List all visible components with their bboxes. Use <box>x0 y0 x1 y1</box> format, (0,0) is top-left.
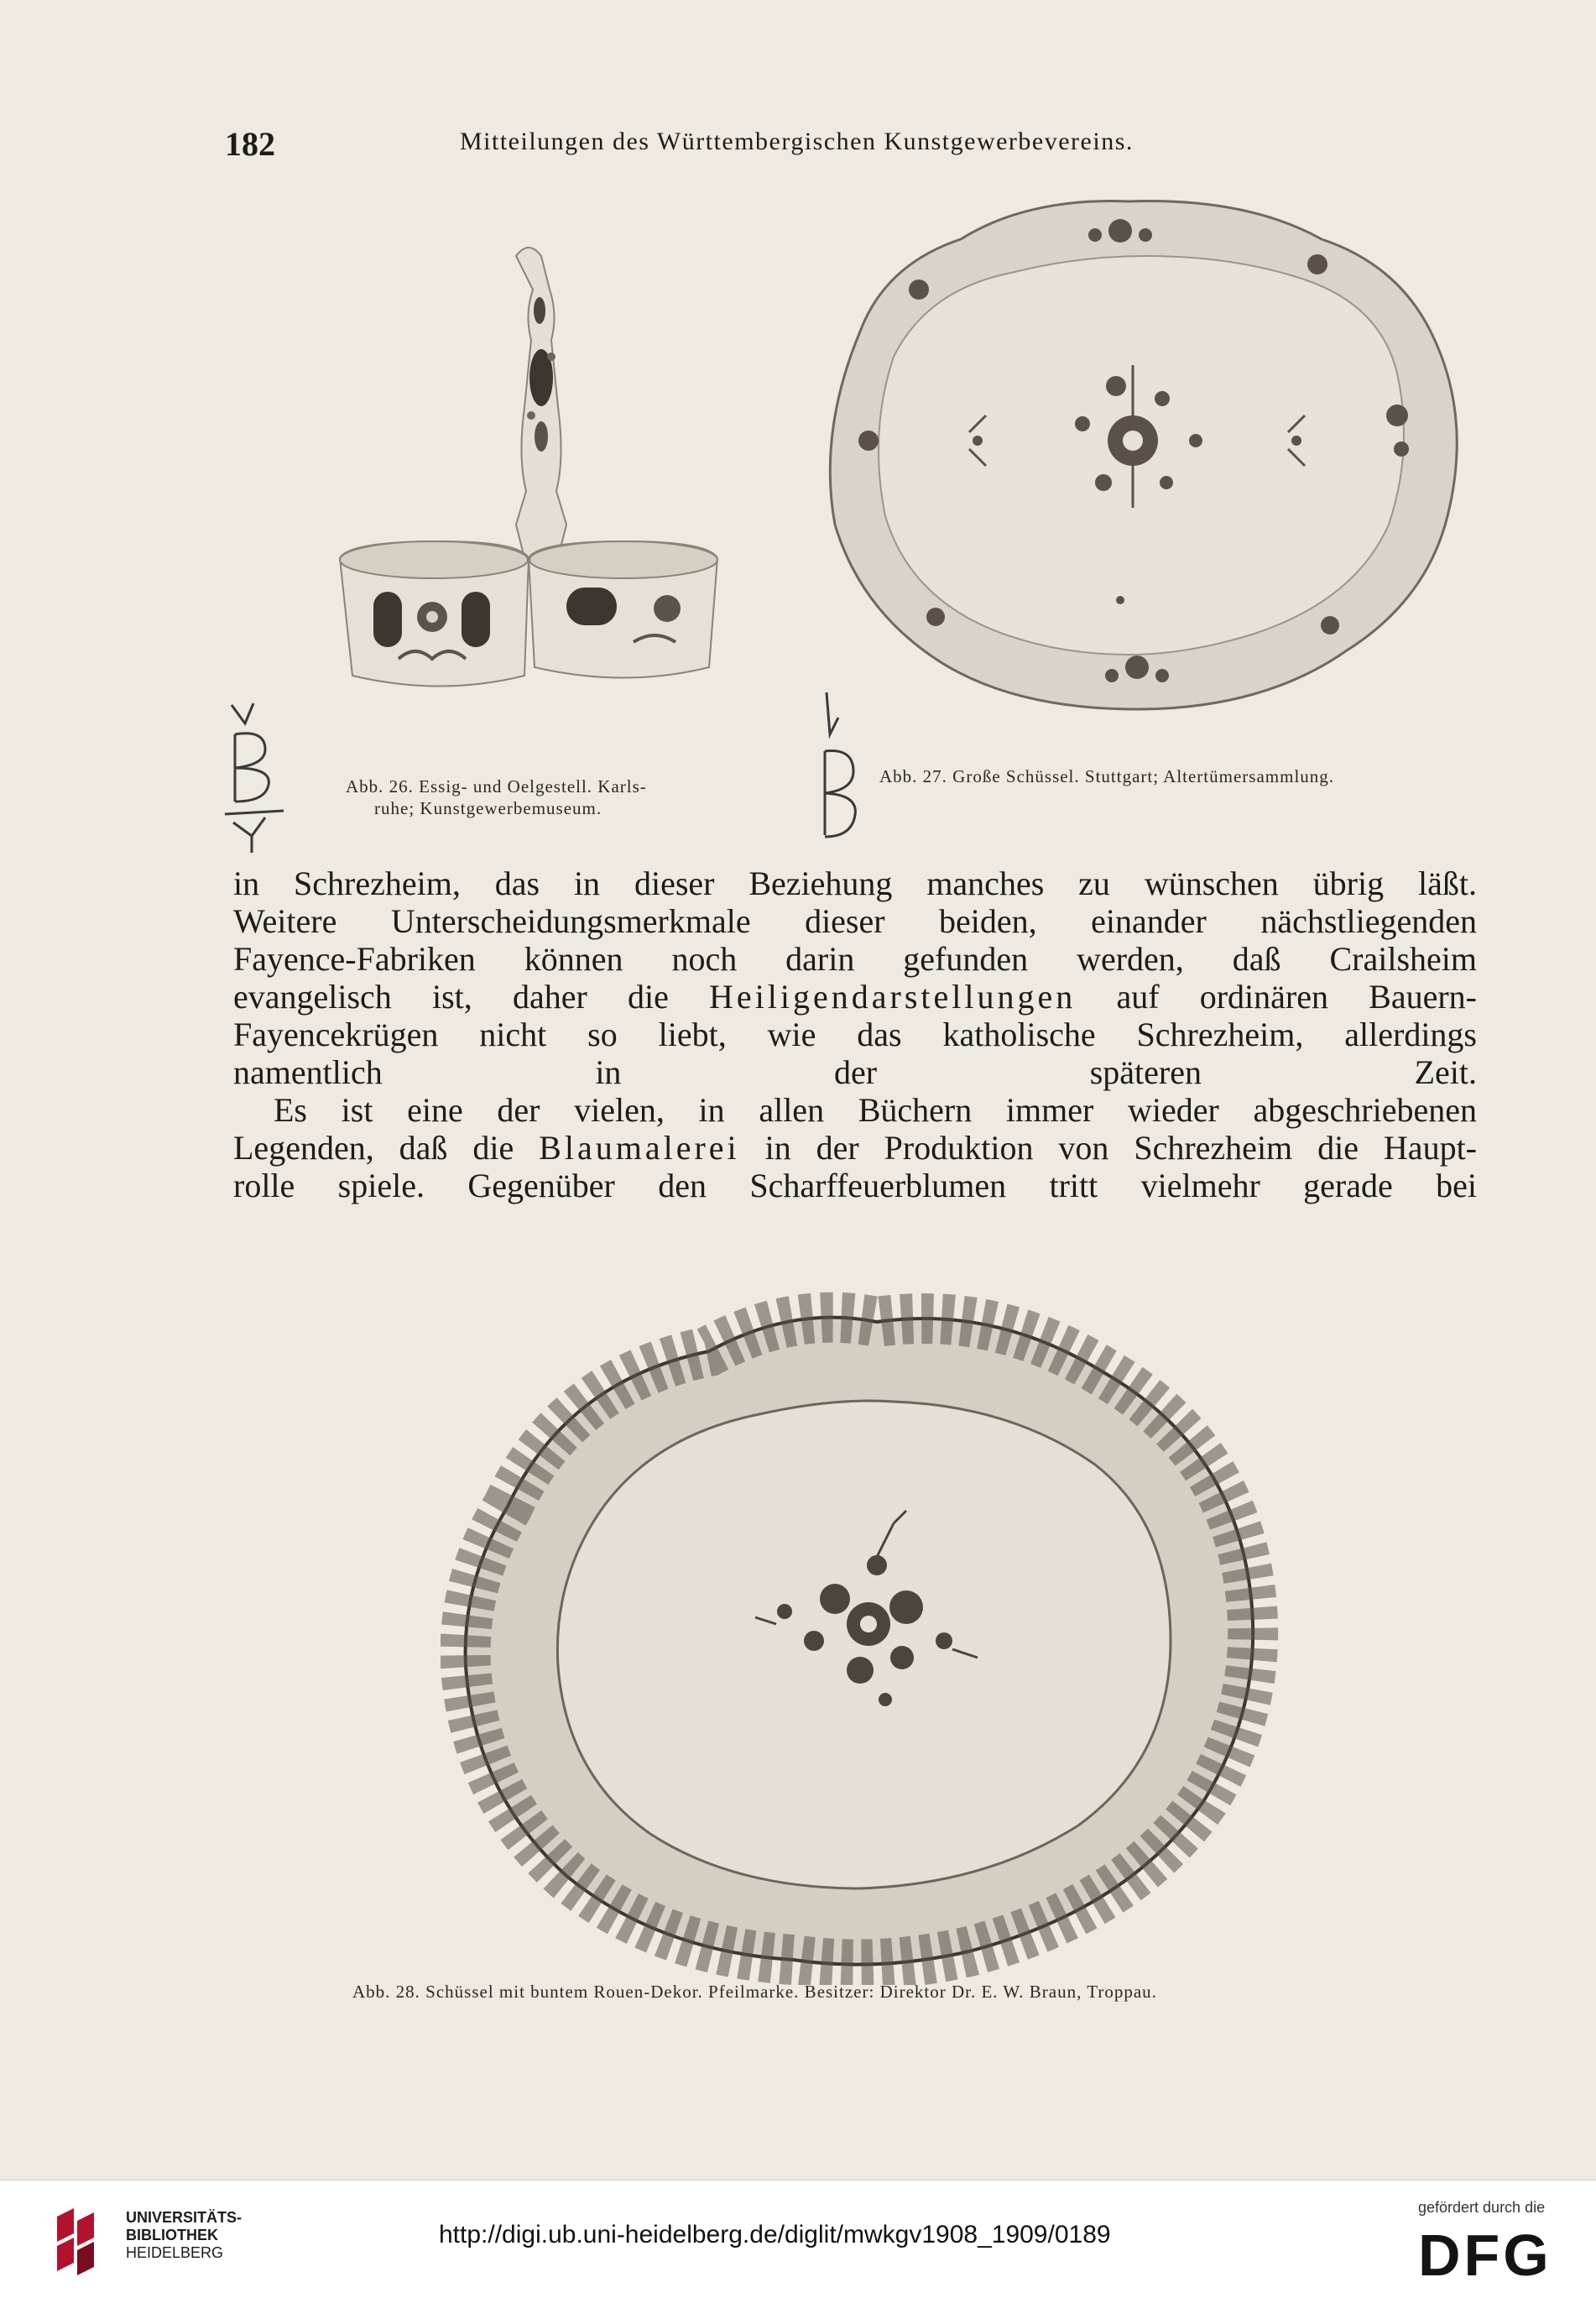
dfg-logo: DFG <box>1418 2222 1552 2288</box>
library-name-line1: UNIVERSITÄTS- <box>126 2209 243 2226</box>
page-number: 182 <box>225 125 275 163</box>
emphasized-term: Blaumalerei <box>539 1129 740 1167</box>
figure-26-caption <box>346 776 740 819</box>
body-text <box>233 864 1477 1204</box>
emphasized-term: Heiligendarstellungen <box>709 978 1077 1016</box>
text-segment: in der Produktion von Schrezheim die Haupt- <box>739 1129 1477 1167</box>
figure-28-rouen-dish <box>441 1288 1280 1985</box>
paragraph-1 <box>233 864 1477 1091</box>
text-line: in Schrezheim, das in dieser Beziehung manches zu wünschen übrig läßt. <box>233 864 1477 902</box>
digital-object-url[interactable]: http://digi.ub.uni-heidelberg.de/diglit/mwkgv1908_1909/0189 <box>439 2221 1111 2248</box>
footer-band <box>0 2180 1596 2298</box>
pencil-mark-right <box>801 684 868 852</box>
figure-26-cruet-stand <box>315 239 751 709</box>
paragraph-2 <box>233 1091 1477 1204</box>
figure-26-caption-line2: ruhe; Kunstgewerbemuseum. <box>374 798 602 818</box>
text-line-last: namentlich in der späteren Zeit. <box>233 1053 1477 1091</box>
text-line <box>233 1129 1477 1167</box>
text-line: Fayencekrügen nicht so liebt, wie das katholische Schrezheim, allerdings <box>233 1016 1477 1053</box>
text-line: Weitere Unterscheidungsmerkmale dieser beiden, einander nächstliegenden <box>233 902 1477 940</box>
text-segment: evangelisch ist, daher die <box>233 978 710 1016</box>
text-line: Es ist eine der vielen, in allen Büchern immer wieder abgeschriebenen <box>274 1091 1477 1129</box>
journal-title: Mitteilungen des Württembergischen Kunstgewerbevereins. <box>460 128 1134 155</box>
figure-26-caption-line1: Abb. 26. Essig- und Oelgestell. Karls- <box>346 776 647 796</box>
university-library-logo <box>49 2204 107 2280</box>
library-name-line3: HEIDELBERG <box>126 2244 224 2261</box>
figure-27-caption: Abb. 27. Große Schüssel. Stuttgart; Altertümersammlung. <box>879 766 1335 786</box>
pencil-mark-left <box>208 697 300 856</box>
text-line <box>233 978 1477 1016</box>
text-line: Fayence-Fabriken können noch darin gefunden werden, daß Crailsheim <box>233 940 1477 978</box>
running-head <box>0 124 1596 166</box>
library-name-line2: BIBLIOTHEK <box>126 2227 218 2243</box>
text-line: rolle spiele. Gegenüber den Scharffeuerblumen tritt vielmehr gerade bei <box>233 1167 1477 1204</box>
figure-27-large-dish <box>810 164 1473 743</box>
text-segment: Legenden, daß die <box>233 1129 540 1167</box>
text-segment: auf ordinären Bauern- <box>1076 978 1478 1016</box>
library-name <box>126 2209 242 2262</box>
sponsor-label: gefördert durch die <box>1418 2199 1546 2216</box>
figure-28-caption: Abb. 28. Schüssel mit buntem Rouen-Dekor. Pfeilmarke. Besitzer: Direktor Dr. E. W. Braun, Troppau. <box>352 1982 1157 2002</box>
